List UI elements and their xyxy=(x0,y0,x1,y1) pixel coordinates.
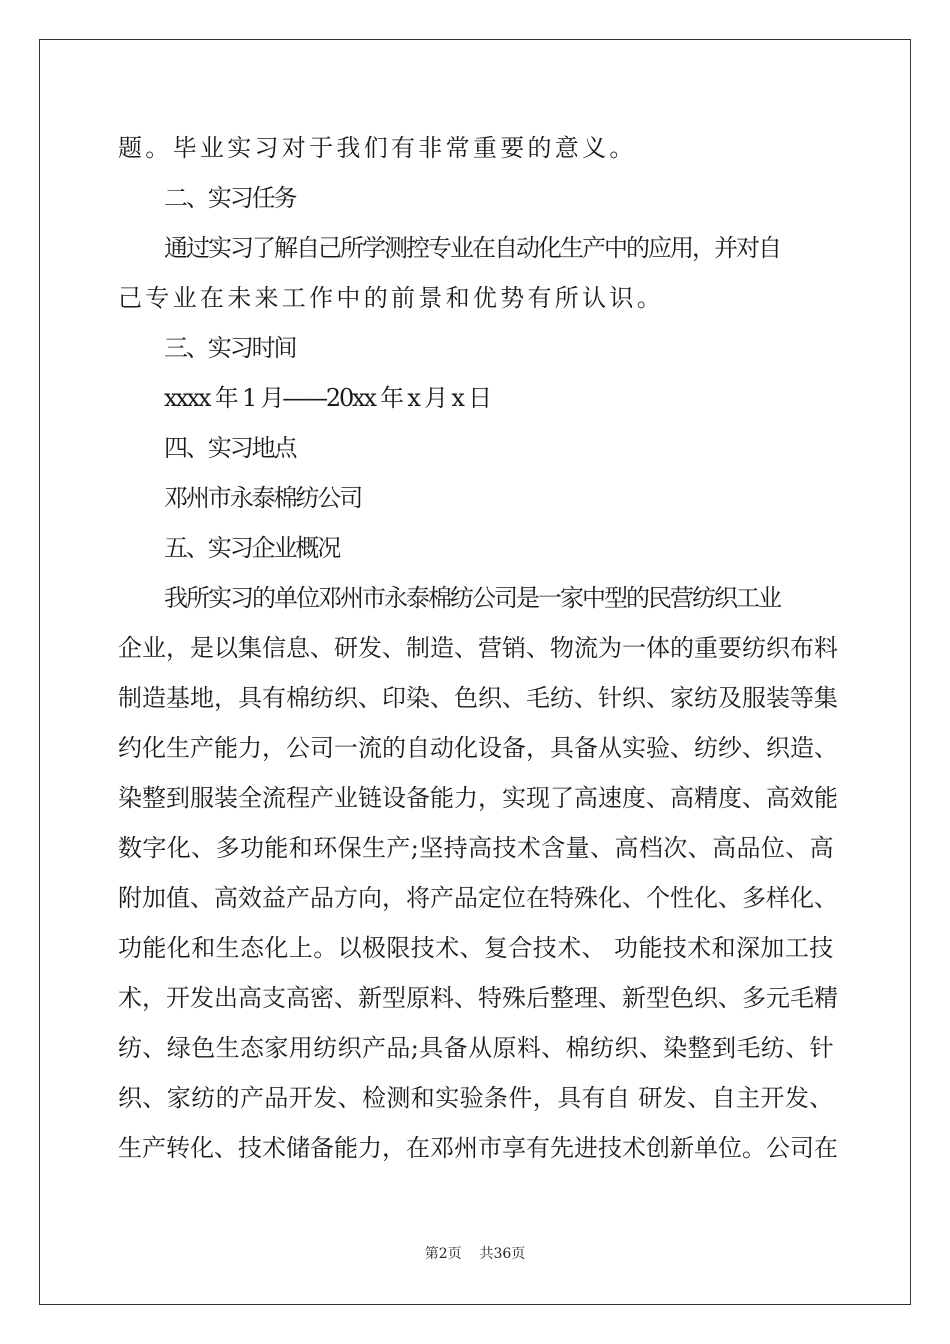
text-line: 约化生产能力，公司一流的自动化设备，具备从实验、纺纱、织造、 xyxy=(118,734,838,762)
internship-dates: xxxx 年 1 月——20xx 年 x 月 x 日 xyxy=(164,384,490,412)
text-line: 企业，是以集信息、研发、制造、营销、物流为一体的重要纺织布料 xyxy=(118,634,838,662)
text-line: 我所实习的单位邓州市永泰棉纺公司是一家中型的民营纺织工业 xyxy=(164,584,780,612)
text-line: 纺、绿色生态家用纺织产品;具备从原料、棉纺织、染整到毛纺、针 xyxy=(118,1034,835,1062)
section-heading-overview: 五、实习企业概况 xyxy=(164,534,340,562)
section-heading-tasks: 二、实习任务 xyxy=(164,184,296,212)
company-name: 邓州市永泰棉纺公司 xyxy=(164,484,362,512)
page-border xyxy=(39,39,911,1305)
text-line: 织、家纺的产品开发、检测和实验条件，具有自 研发、自主开发、 xyxy=(118,1084,834,1112)
text-line: 通过实习了解自己所学测控专业在自动化生产中的应用，并对自 xyxy=(164,234,780,262)
text-line: 功能化和生态化上。以极限技术、复合技术、 功能技术和深加工技 xyxy=(118,934,834,962)
section-heading-location: 四、实习地点 xyxy=(164,434,296,462)
text-line: 生产转化、技术储备能力，在邓州市享有先进技术创新单位。公司在 xyxy=(118,1134,838,1162)
text-line: 数字化、多功能和环保生产;坚持高技术含量、高档次、高品位、高 xyxy=(118,834,835,862)
section-heading-time: 三、实习时间 xyxy=(164,334,296,362)
text-line: 染整到服装全流程产业链设备能力，实现了高速度、高精度、高效能 xyxy=(118,784,838,812)
text-line: 制造基地，具有棉纺织、印染、色织、毛纺、针织、家纺及服装等集 xyxy=(118,684,838,712)
text-line: 术，开发出高支高密、新型原料、特殊后整理、新型色织、多元毛精 xyxy=(118,984,838,1012)
text-line: 己专业在未来工作中的前景和优势有所认识。 xyxy=(118,284,664,312)
text-line: 附加值、高效益产品方向，将产品定位在特殊化、个性化、多样化、 xyxy=(118,884,838,912)
page-number: 第2页 共36页 xyxy=(424,1246,526,1262)
text-line: 题。毕业实习对于我们有非常重要的意义。 xyxy=(118,134,637,162)
